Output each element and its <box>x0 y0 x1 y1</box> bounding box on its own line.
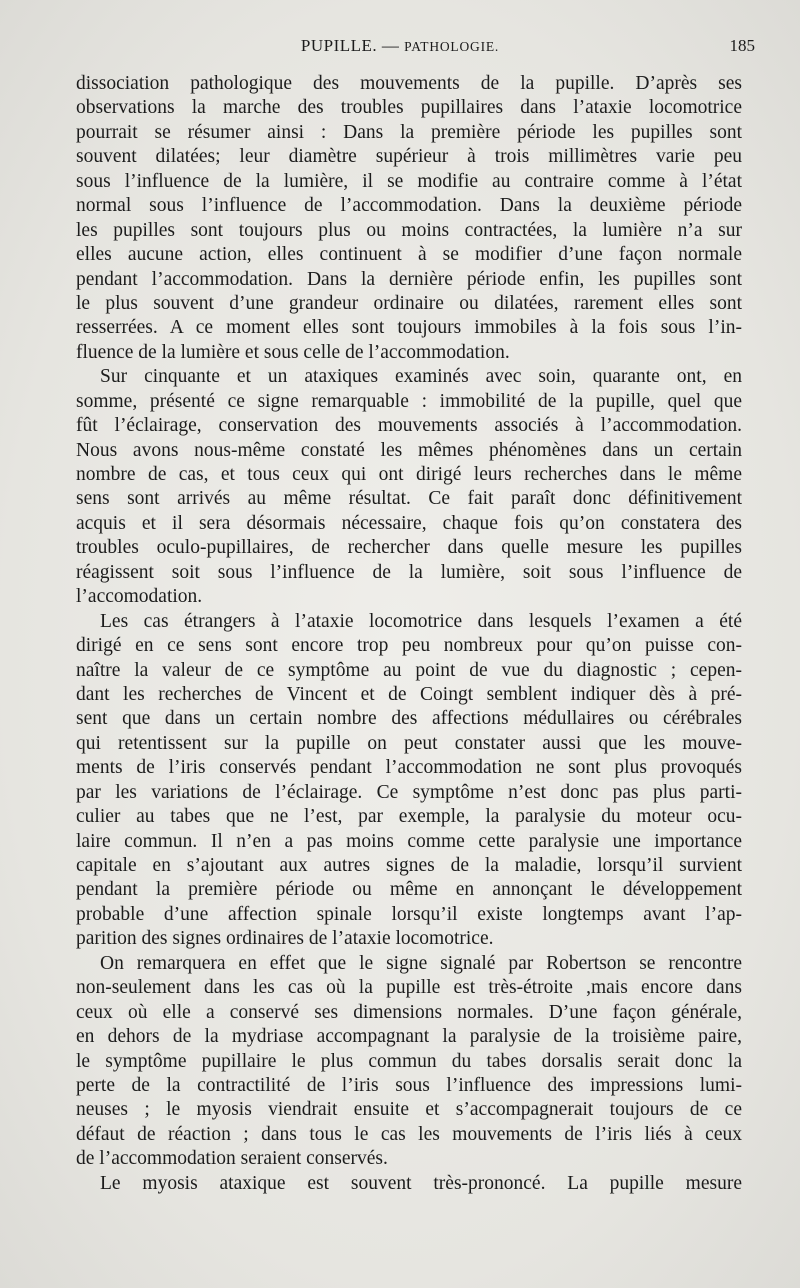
running-head <box>0 36 800 56</box>
text-line: parition des signes ordinaires de l’ataxie locomotrice. <box>76 928 494 950</box>
text-line: somme, présenté ce signe remarquable : immobilité de la pupille, quel que <box>76 390 742 412</box>
text-line: acquis et il sera désormais nécessaire, chaque fois qu’on constatera des <box>76 512 742 534</box>
text-line: qui retentissent sur la pupille on peut constater aussi que les mouve- <box>76 732 742 754</box>
paragraph <box>76 952 742 1172</box>
text-line: Le myosis ataxique est souvent très-prononcé. La pupille mesure <box>100 1172 742 1194</box>
text-line: elles aucune action, elles continuent à se modifier d’une façon normale <box>76 244 742 266</box>
text-line: perte de la contractilité de l’iris sous l’influence des impressions lumi- <box>76 1074 742 1096</box>
text-line: de l’accommodation seraient conservés. <box>76 1148 388 1170</box>
text-line: Les cas étrangers à l’ataxie locomotrice dans lesquels l’examen a été <box>100 610 742 632</box>
text-line: normal sous l’influence de l’accommodation. Dans la deuxième période <box>76 195 742 217</box>
text-line: Sur cinquante et un ataxiques examinés avec soin, quarante ont, en <box>100 366 742 388</box>
text-line: sent que dans un certain nombre des affections médullaires ou cérébrales <box>76 708 742 730</box>
text-line: défaut de réaction ; dans tous le cas les mouvements de l’iris liés à ceux <box>76 1123 742 1145</box>
text-line: non-seulement dans les cas où la pupille est très-étroite ,mais encore dans <box>76 977 742 999</box>
text-line: Nous avons nous-même constaté les mêmes phénomènes dans un certain <box>76 439 742 461</box>
text-line: observations la marche des troubles pupillaires dans l’ataxie locomotrice <box>76 97 742 119</box>
page-header <box>0 36 800 60</box>
text-line: ceux où elle a conservé ses dimensions normales. D’une façon générale, <box>76 1001 742 1023</box>
paragraph <box>76 610 742 952</box>
text-line: dissociation pathologique des mouvements de la pupille. D’après ses <box>76 73 742 94</box>
running-subtitle: PATHOLOGIE. <box>404 39 500 54</box>
text-line: dant les recherches de Vincent et de Coingt semblent indiquer dès à pré- <box>76 683 742 705</box>
text-line: sous l’influence de la lumière, il se modifie au contraire comme à l’état <box>76 170 742 192</box>
text-line: en dehors de la mydriase accompagnant la paralysie de la troisième paire, <box>76 1026 742 1048</box>
page-number: 185 <box>729 36 755 55</box>
text-line: culier au tabes que ne l’est, par exemple, la paralysie du moteur ocu- <box>76 806 742 828</box>
paragraph <box>76 72 742 365</box>
text-line: souvent dilatées; leur diamètre supérieur à trois millimètres varie peu <box>76 146 742 168</box>
text-line: dirigé en ce sens sont encore trop peu nombreux pour qu’on puisse con- <box>76 635 742 657</box>
text-line: On remarquera en effet que le signe signalé par Robertson se rencontre <box>100 952 742 974</box>
text-line: laire commun. Il n’en a pas moins comme cette paralysie une importance <box>76 830 742 852</box>
text-line: probable d’une affection spinale lorsqu’il existe longtemps avant l’ap- <box>76 903 742 925</box>
text-line: fluence de la lumière et sous celle de l’accommodation. <box>76 341 510 363</box>
body-text <box>76 72 742 1196</box>
text-line: neuses ; le myosis viendrait ensuite et s’accompagnerait toujours de ce <box>76 1099 742 1121</box>
text-line: le plus souvent d’une grandeur ordinaire ou dilatées, rarement elles sont <box>76 292 742 314</box>
text-line: capitale en s’ajoutant aux autres signes de la maladie, lorsqu’il survient <box>76 855 742 876</box>
text-line: naître la valeur de ce symptôme au point de vue du diagnostic ; cepen- <box>76 659 742 681</box>
text-line: ments de l’iris conservés pendant l’accommodation ne sont plus provoqués <box>76 757 742 779</box>
text-line: fût l’éclairage, conservation des mouvements associés à l’accommodation. <box>76 415 742 437</box>
text-line: par les variations de l’éclairage. Ce symptôme n’est donc pas plus parti- <box>76 781 742 803</box>
text-line: pendant la première période ou même en annonçant le développement <box>76 879 742 901</box>
text-line: resserrées. A ce moment elles sont toujours immobiles à la fois sous l’in- <box>76 317 742 339</box>
text-line: réagissent soit sous l’influence de la lumière, soit sous l’influence de <box>76 561 742 583</box>
text-line: nombre de cas, et tous ceux qui ont dirigé leurs recherches dans le même <box>76 464 742 485</box>
text-line: l’accomodation. <box>76 586 203 608</box>
text-line: sens sont arrivés au même résultat. Ce fait paraît donc définitivement <box>76 488 742 510</box>
text-line: troubles oculo-pupillaires, de rechercher dans quelle mesure les pupilles <box>76 537 742 559</box>
paragraph <box>76 365 742 609</box>
text-line: pendant l’accommodation. Dans la dernière période enfin, les pupilles sont <box>76 268 742 290</box>
running-separator: — <box>381 36 400 55</box>
text-line: les pupilles sont toujours plus ou moins contractées, la lumière n’a sur <box>76 219 742 241</box>
text-line: pourrait se résumer ainsi : Dans la première période les pupilles sont <box>76 121 742 143</box>
paragraph <box>76 1172 742 1196</box>
running-title: PUPILLE. <box>300 36 378 55</box>
text-line: le symptôme pupillaire le plus commun du tabes dorsalis serait donc la <box>76 1050 742 1072</box>
